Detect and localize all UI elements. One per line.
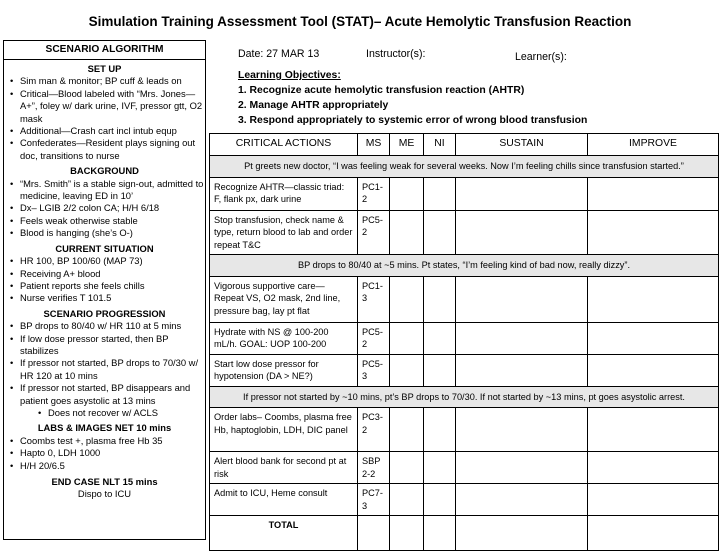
current-situation-section: [4, 243, 205, 305]
progression-item: • If pressor not started, BP drops to 70/30 w/ HR 120 at 10 mins: [20, 357, 205, 382]
scenario-line: BP drops to 80/40 at ~5 mins. Pt states, “I’m feeling kind of bad now, really dizzy”.: [210, 255, 719, 277]
ni-cell[interactable]: [424, 177, 456, 210]
me-cell[interactable]: [390, 354, 424, 386]
scenario-row: [210, 255, 719, 277]
page-title: Simulation Training Assessment Tool (STAT)– Acute Hemolytic Transfusion Reaction: [88, 14, 632, 29]
improve-cell[interactable]: [588, 276, 719, 322]
sustain-cell[interactable]: [456, 276, 588, 322]
me-cell[interactable]: [390, 408, 424, 452]
col-header-ms: MS: [358, 134, 390, 156]
improve-cell[interactable]: [588, 354, 719, 386]
table-row: [210, 354, 719, 386]
sustain-cell[interactable]: [456, 354, 588, 386]
scenario-line: If pressor not started by ~10 mins, pt’s BP drops to 70/30. If not started by ~13 mins, pt goes asystolic arrest.: [210, 386, 719, 408]
col-header-critical-actions: CRITICAL ACTIONS: [210, 134, 358, 156]
col-header-improve: IMPROVE: [588, 134, 719, 156]
current-item: • Receiving A+ blood: [20, 268, 205, 280]
action-cell: Recognize AHTR—classic triad: F, flank px, dark urine: [210, 177, 358, 210]
sustain-cell[interactable]: [456, 408, 588, 452]
objectives-title: Learning Objectives:: [238, 70, 341, 81]
sustain-cell[interactable]: [456, 177, 588, 210]
current-item: • HR 100, BP 100/60 (MAP 73): [20, 255, 205, 267]
sustain-cell[interactable]: [456, 484, 588, 516]
current-item: • Nurse verifies T 101.5: [20, 292, 205, 304]
me-cell[interactable]: [390, 452, 424, 484]
ms-cell: PC1-3: [358, 276, 390, 322]
ms-cell: PC5-2: [358, 210, 390, 255]
ms-cell: PC7-3: [358, 484, 390, 516]
me-total-cell[interactable]: [390, 516, 424, 551]
ni-cell[interactable]: [424, 354, 456, 386]
action-cell: Stop transfusion, check name & type, return blood to lab and order repeat T&C: [210, 210, 358, 255]
col-header-ni: NI: [424, 134, 456, 156]
ni-cell[interactable]: [424, 210, 456, 255]
setup-item: • Sim man & monitor; BP cuff & leads on: [20, 75, 205, 87]
ms-total-cell[interactable]: [358, 516, 390, 551]
table-header-row: [210, 134, 719, 156]
table-row: [210, 484, 719, 516]
total-row: [210, 516, 719, 551]
background-item: • Dx– LGIB 2/2 colon CA; H/H 6/18: [20, 202, 205, 214]
end-case-title: END CASE NLT 15 mins: [51, 476, 158, 487]
date-field: Date: 27 MAR 13: [238, 48, 320, 60]
objective-item: 2. Manage AHTR appropriately: [238, 100, 389, 111]
objective-item: 3. Respond appropriately to systemic error of wrong blood transfusion: [238, 115, 588, 126]
sustain-total-cell[interactable]: [456, 516, 588, 551]
action-cell: Order labs– Coombs, plasma free Hb, haptoglobin, LDH, DIC panel: [210, 408, 358, 452]
learner-field: Learner(s):: [515, 51, 567, 63]
ms-cell: SBP 2-2: [358, 452, 390, 484]
improve-cell[interactable]: [588, 322, 719, 354]
ms-cell: PC5-3: [358, 354, 390, 386]
scenario-algorithm-heading: SCENARIO ALGORITHM: [4, 41, 205, 60]
action-cell: Start low dose pressor for hypotension (DA > NE?): [210, 354, 358, 386]
ni-cell[interactable]: [424, 408, 456, 452]
me-cell[interactable]: [390, 177, 424, 210]
scenario-algorithm-panel: [3, 40, 206, 540]
table-row: [210, 177, 719, 210]
me-cell[interactable]: [390, 276, 424, 322]
improve-cell[interactable]: [588, 177, 719, 210]
setup-item: • Additional—Crash cart incl intub equp: [20, 125, 205, 137]
ms-cell: PC1-2: [358, 177, 390, 210]
progression-section: [4, 308, 205, 420]
end-case-section: [4, 476, 205, 501]
me-cell[interactable]: [390, 210, 424, 255]
action-cell: Alert blood bank for second pt at risk: [210, 452, 358, 484]
me-cell[interactable]: [390, 484, 424, 516]
labs-item: • H/H 20/6.5: [20, 460, 205, 472]
improve-total-cell[interactable]: [588, 516, 719, 551]
background-title: BACKGROUND: [70, 165, 139, 177]
setup-item: • Confederates—Resident plays signing out doc, transitions to nurse: [20, 137, 205, 162]
scenario-row: [210, 386, 719, 408]
me-cell[interactable]: [390, 322, 424, 354]
scenario-line: Pt greets new doctor, “I was feeling weak for several weeks. Now I’m feeling chills since transfusion started.”: [210, 156, 719, 178]
col-header-me: ME: [390, 134, 424, 156]
ni-cell[interactable]: [424, 322, 456, 354]
ni-total-cell[interactable]: [424, 516, 456, 551]
critical-actions-table: [209, 133, 719, 551]
improve-cell[interactable]: [588, 210, 719, 255]
background-item: • Feels weak otherwise stable: [20, 215, 205, 227]
table-row: [210, 276, 719, 322]
end-case-text: Dispo to ICU: [77, 488, 132, 500]
progression-sub-item: • Does not recover w/ ACLS: [20, 407, 205, 419]
labs-section: [4, 422, 205, 472]
background-item: • Blood is hanging (she’s O-): [20, 227, 205, 239]
progression-item: • If pressor not started, BP disappears and patient goes asystolic at 13 mins: [20, 382, 205, 407]
setup-item: • Critical—Blood labeled with “Mrs. Jones—A+”, foley w/ dark urine, IVF, pressor gtt, O2 mask: [20, 88, 205, 125]
labs-item: • Hapto 0, LDH 1000: [20, 447, 205, 459]
current-item: • Patient reports she feels chills: [20, 280, 205, 292]
table-row: [210, 210, 719, 255]
sustain-cell[interactable]: [456, 452, 588, 484]
sustain-cell[interactable]: [456, 322, 588, 354]
progression-title: SCENARIO PROGRESSION: [43, 307, 166, 319]
learning-objectives: [238, 68, 587, 128]
ni-cell[interactable]: [424, 484, 456, 516]
action-cell: Admit to ICU, Heme consult: [210, 484, 358, 516]
background-section: [4, 165, 205, 239]
ni-cell[interactable]: [424, 452, 456, 484]
total-label: TOTAL: [210, 516, 358, 551]
ni-cell[interactable]: [424, 276, 456, 322]
setup-title: SET UP: [87, 63, 122, 74]
scenario-row: [210, 156, 719, 178]
ms-cell: PC3-2: [358, 408, 390, 452]
sustain-cell[interactable]: [456, 210, 588, 255]
action-cell: Hydrate with NS @ 100-200 mL/h. GOAL: UOP 100-200: [210, 322, 358, 354]
progression-item: • If low dose pressor started, then BP stabilizes: [20, 333, 205, 358]
table-row: [210, 322, 719, 354]
objective-item: 1. Recognize acute hemolytic transfusion reaction (AHTR): [238, 85, 525, 96]
current-situation-title: CURRENT SITUATION: [55, 242, 154, 254]
instructor-field: Instructor(s):: [366, 48, 426, 60]
labs-item: • Coombs test +, plasma free Hb 35: [20, 435, 205, 447]
improve-cell[interactable]: [588, 408, 719, 452]
improve-cell[interactable]: [588, 484, 719, 516]
improve-cell[interactable]: [588, 452, 719, 484]
ms-cell: PC5-2: [358, 322, 390, 354]
background-item: • “Mrs. Smith” is a stable sign-out, admitted to medicine, leaving ED in 10’: [20, 178, 205, 203]
labs-title: LABS & IMAGES NET 10 mins: [37, 422, 172, 434]
action-cell: Vigorous supportive care—Repeat VS, O2 mask, 2nd line, pressure bag, lay pt flat: [210, 276, 358, 322]
progression-item: • BP drops to 80/40 w/ HR 110 at 5 mins: [20, 320, 205, 332]
table-row: [210, 408, 719, 452]
col-header-sustain: SUSTAIN: [456, 134, 588, 156]
table-row: [210, 452, 719, 484]
setup-section: [4, 63, 205, 162]
